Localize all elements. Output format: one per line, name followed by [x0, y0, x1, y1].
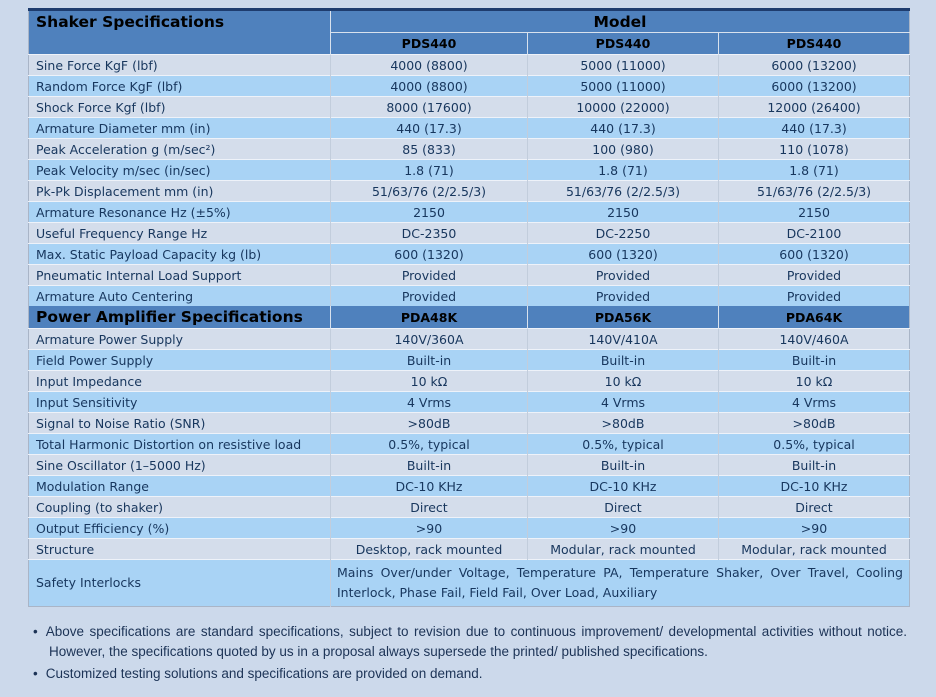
- row-value-cell: >90: [719, 518, 910, 539]
- power-amplifier-specifications-title: Power Amplifier Specifications: [29, 306, 331, 329]
- row-value-cell: >80dB: [719, 413, 910, 434]
- row-label-cell: Peak Acceleration g (m/sec²): [29, 139, 331, 160]
- spec-row: [29, 202, 910, 223]
- row-value-cell: >90: [528, 518, 719, 539]
- row-value-cell: Provided: [528, 286, 719, 307]
- row-value-cell: Built-in: [719, 455, 910, 476]
- row-value-cell: 2150: [719, 202, 910, 223]
- row-value-cell: 12000 (26400): [719, 97, 910, 118]
- row-value-cell: 600 (1320): [719, 244, 910, 265]
- row-value-cell: 0.5%, typical: [528, 434, 719, 455]
- row-label-cell: Sine Force KgF (lbf): [29, 55, 331, 76]
- row-value-cell: 6000 (13200): [719, 55, 910, 76]
- row-label-cell: Random Force KgF (lbf): [29, 76, 331, 97]
- row-value-cell: 1.8 (71): [719, 160, 910, 181]
- model-name-cell: PDS440: [331, 33, 528, 55]
- spec-row: [29, 160, 910, 181]
- footnote-text: Customized testing solutions and specifications are provided on demand.: [45, 666, 483, 681]
- amplifier-model-name-cell: PDA56K: [528, 306, 719, 329]
- row-value-cell: 140V/460A: [719, 329, 910, 350]
- row-value-cell: 51/63/76 (2/2.5/3): [528, 181, 719, 202]
- row-value-cell: 4000 (8800): [331, 76, 528, 97]
- spec-row: [29, 265, 910, 286]
- amplifier-model-name-cell: PDA64K: [719, 306, 910, 329]
- bullet-icon: •: [33, 623, 38, 639]
- row-value-cell: 2150: [528, 202, 719, 223]
- row-label-cell: Max. Static Payload Capacity kg (lb): [29, 244, 331, 265]
- spec-row: [29, 434, 910, 455]
- row-value-cell: >90: [331, 518, 528, 539]
- shaker-header-row: [29, 10, 910, 33]
- row-value-cell: 10 kΩ: [719, 371, 910, 392]
- specifications-table: [28, 8, 910, 607]
- row-label-cell: Sine Oscillator (1–5000 Hz): [29, 455, 331, 476]
- spec-row: [29, 518, 910, 539]
- spec-row: [29, 392, 910, 413]
- row-value-cell: Built-in: [719, 350, 910, 371]
- row-value-cell: DC-10 KHz: [528, 476, 719, 497]
- row-value-cell: 110 (1078): [719, 139, 910, 160]
- row-value-cell: Built-in: [528, 350, 719, 371]
- shaker-specifications-title: Shaker Specifications: [29, 10, 331, 55]
- spec-row: [29, 118, 910, 139]
- row-value-cell: 440 (17.3): [719, 118, 910, 139]
- row-label-cell: Pk-Pk Displacement mm (in): [29, 181, 331, 202]
- row-label-cell: Total Harmonic Distortion on resistive load: [29, 434, 331, 455]
- spec-row: [29, 329, 910, 350]
- row-label-cell: Armature Diameter mm (in): [29, 118, 331, 139]
- spec-row: [29, 181, 910, 202]
- spec-row: [29, 244, 910, 265]
- row-value-cell: Built-in: [331, 455, 528, 476]
- spec-row: [29, 97, 910, 118]
- row-value-cell: 140V/410A: [528, 329, 719, 350]
- row-label-cell: Output Efficiency (%): [29, 518, 331, 539]
- spec-row: [29, 539, 910, 560]
- bullet-icon: •: [33, 666, 38, 681]
- row-value-cell: 5000 (11000): [528, 76, 719, 97]
- row-value-cell: DC-10 KHz: [719, 476, 910, 497]
- model-name-cell: PDS440: [719, 33, 910, 55]
- spec-row: [29, 497, 910, 518]
- safety-interlocks-value: Mains Over/under Voltage, Temperature PA, Temperature Shaker, Over Travel, Cooling Interlock, Phase Fail, Field Fail, Over Load, Auxiliary: [331, 560, 910, 607]
- row-value-cell: 100 (980): [528, 139, 719, 160]
- spec-row: [29, 413, 910, 434]
- safety-interlocks-label: Safety Interlocks: [29, 560, 331, 607]
- row-label-cell: Modulation Range: [29, 476, 331, 497]
- row-value-cell: >80dB: [331, 413, 528, 434]
- footnote-item: [33, 622, 907, 663]
- row-value-cell: DC-2350: [331, 223, 528, 244]
- row-value-cell: DC-10 KHz: [331, 476, 528, 497]
- row-value-cell: Modular, rack mounted: [528, 539, 719, 560]
- row-value-cell: Provided: [528, 265, 719, 286]
- row-label-cell: Coupling (to shaker): [29, 497, 331, 518]
- row-value-cell: Direct: [331, 497, 528, 518]
- row-value-cell: 85 (833): [331, 139, 528, 160]
- row-value-cell: 600 (1320): [331, 244, 528, 265]
- row-value-cell: 10000 (22000): [528, 97, 719, 118]
- spec-row: [29, 55, 910, 76]
- row-value-cell: 140V/360A: [331, 329, 528, 350]
- row-label-cell: Shock Force Kgf (lbf): [29, 97, 331, 118]
- amplifier-model-name-cell: PDA48K: [331, 306, 528, 329]
- row-value-cell: 10 kΩ: [331, 371, 528, 392]
- row-value-cell: 51/63/76 (2/2.5/3): [719, 181, 910, 202]
- row-value-cell: 2150: [331, 202, 528, 223]
- row-value-cell: Provided: [331, 286, 528, 307]
- row-value-cell: Built-in: [331, 350, 528, 371]
- row-value-cell: 4 Vrms: [719, 392, 910, 413]
- model-header: Model: [331, 10, 910, 33]
- spec-row: [29, 139, 910, 160]
- row-value-cell: DC-2250: [528, 223, 719, 244]
- model-name-cell: PDS440: [528, 33, 719, 55]
- row-value-cell: Provided: [719, 265, 910, 286]
- row-value-cell: 0.5%, typical: [719, 434, 910, 455]
- row-value-cell: 10 kΩ: [528, 371, 719, 392]
- row-value-cell: 1.8 (71): [331, 160, 528, 181]
- row-value-cell: Provided: [719, 286, 910, 307]
- row-value-cell: Direct: [719, 497, 910, 518]
- row-label-cell: Armature Auto Centering: [29, 286, 331, 307]
- row-label-cell: Armature Resonance Hz (±5%): [29, 202, 331, 223]
- row-label-cell: Armature Power Supply: [29, 329, 331, 350]
- spec-row: [29, 286, 910, 307]
- row-label-cell: Field Power Supply: [29, 350, 331, 371]
- row-label-cell: Pneumatic Internal Load Support: [29, 265, 331, 286]
- row-value-cell: 4000 (8800): [331, 55, 528, 76]
- row-value-cell: 4 Vrms: [331, 392, 528, 413]
- row-value-cell: Direct: [528, 497, 719, 518]
- row-value-cell: 5000 (11000): [528, 55, 719, 76]
- spec-row: [29, 350, 910, 371]
- spec-row: [29, 76, 910, 97]
- row-value-cell: 1.8 (71): [528, 160, 719, 181]
- row-label-cell: Signal to Noise Ratio (SNR): [29, 413, 331, 434]
- row-value-cell: 51/63/76 (2/2.5/3): [331, 181, 528, 202]
- safety-interlocks-row: [29, 560, 910, 607]
- row-value-cell: >80dB: [528, 413, 719, 434]
- row-label-cell: Useful Frequency Range Hz: [29, 223, 331, 244]
- row-value-cell: 440 (17.3): [528, 118, 719, 139]
- row-value-cell: Modular, rack mounted: [719, 539, 910, 560]
- footnote-text: Above specifications are standard specifications, subject to revision due to continuous improvement/ developmental activities without notice. However, the specifications quoted by us in a proposal always supersede the printed/ published specifications.: [45, 623, 907, 659]
- row-label-cell: Input Sensitivity: [29, 392, 331, 413]
- row-value-cell: Built-in: [528, 455, 719, 476]
- row-value-cell: 6000 (13200): [719, 76, 910, 97]
- row-label-cell: Peak Velocity m/sec (in/sec): [29, 160, 331, 181]
- row-value-cell: Provided: [331, 265, 528, 286]
- spec-row: [29, 455, 910, 476]
- row-label-cell: Structure: [29, 539, 331, 560]
- row-value-cell: 4 Vrms: [528, 392, 719, 413]
- row-value-cell: Desktop, rack mounted: [331, 539, 528, 560]
- spec-row: [29, 223, 910, 244]
- row-value-cell: DC-2100: [719, 223, 910, 244]
- amplifier-header-row: [29, 306, 910, 329]
- spec-row: [29, 476, 910, 497]
- spec-row: [29, 371, 910, 392]
- footnotes: [28, 622, 909, 685]
- row-value-cell: 600 (1320): [528, 244, 719, 265]
- row-value-cell: 8000 (17600): [331, 97, 528, 118]
- row-value-cell: 440 (17.3): [331, 118, 528, 139]
- row-value-cell: 0.5%, typical: [331, 434, 528, 455]
- row-label-cell: Input Impedance: [29, 371, 331, 392]
- footnote-item: [33, 664, 907, 684]
